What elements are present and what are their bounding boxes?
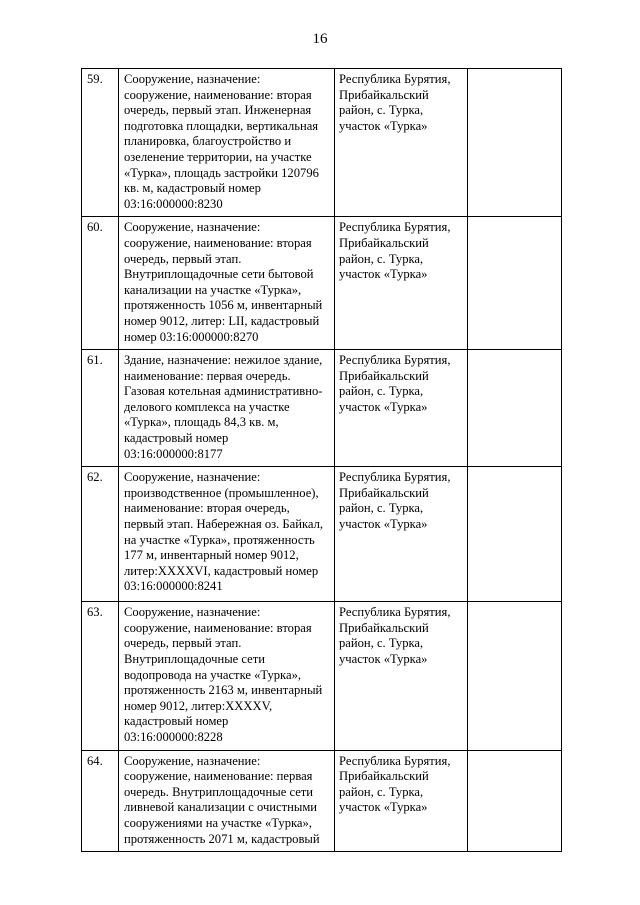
item-number: 59.	[82, 69, 119, 217]
table-row	[82, 750, 562, 852]
location-line: Республика Бурятия,	[339, 753, 451, 768]
location-line: район, с. Турка,	[339, 384, 424, 399]
location-line: Республика Бурятия,	[339, 72, 451, 86]
description-line: Сооружение, назначение:	[124, 605, 261, 620]
description-line: очередь. Внутриплощадочные сети	[124, 784, 314, 799]
location-line: район, с. Турка,	[339, 501, 424, 516]
location-line: участок «Турка»	[339, 517, 428, 532]
item-location	[335, 602, 468, 750]
location-line: участок «Турка»	[339, 652, 428, 667]
location-line: Прибайкальский	[339, 485, 429, 500]
location-line: Республика Бурятия,	[339, 220, 451, 235]
location-line: Республика Бурятия,	[339, 605, 451, 620]
description-line: очередь, первый этап. Инженерная	[124, 103, 312, 118]
description-line: протяженность 2071 м, кадастровый	[124, 831, 320, 846]
description-line: номер 9012, литер:XXXXV,	[124, 698, 273, 713]
description-line: номер 03:16:000000:8270	[124, 329, 259, 344]
description-line: Газовая котельная административно-	[124, 384, 323, 399]
location-line: участок «Турка»	[339, 118, 428, 133]
description-line: Внутриплощадочные сети бытовой	[124, 267, 314, 282]
description-line: первый этап. Набережная оз. Байкал,	[124, 517, 324, 532]
description-line: сооружение, наименование: вторая	[124, 235, 312, 250]
description-line: Сооружение, назначение:	[124, 72, 261, 86]
table-row	[82, 467, 562, 602]
description-line: очередь, первый этап.	[124, 251, 242, 266]
description-line: протяженность 1056 м, инвентарный	[124, 298, 323, 313]
description-line: сооружение, наименование: вторая	[124, 87, 312, 102]
description-line: «Турка», площадь застройки 120796	[124, 165, 319, 180]
item-extra-cell	[468, 217, 562, 350]
description-line: делового комплекса на участке	[124, 399, 290, 414]
item-extra-cell	[468, 69, 562, 217]
description-line: наименование: вторая очередь,	[124, 501, 290, 516]
item-extra-cell	[468, 750, 562, 852]
description-line: Сооружение, назначение:	[124, 220, 261, 235]
item-location	[335, 750, 468, 852]
item-description	[119, 750, 335, 852]
item-extra-cell	[468, 467, 562, 602]
description-line: ливневой канализации с очистными	[124, 800, 318, 815]
item-number: 63.	[82, 602, 119, 750]
item-number: 64.	[82, 750, 119, 852]
description-line: «Турка», площадь 84,3 кв. м,	[124, 415, 279, 430]
description-line: 03:16:000000:8230	[124, 196, 223, 211]
description-line: Сооружение, назначение:	[124, 753, 261, 768]
location-line: Прибайкальский	[339, 769, 429, 784]
description-line: протяженность 2163 м, инвентарный	[124, 683, 323, 698]
item-description	[119, 467, 335, 602]
description-line: наименование: первая очередь.	[124, 368, 291, 383]
description-line: сооружениями на участке «Турка»,	[124, 815, 312, 830]
item-location	[335, 217, 468, 350]
page-number: 16	[312, 31, 328, 47]
description-line: 177 м, инвентарный номер 9012,	[124, 548, 299, 563]
description-line: озеленение территории, на участке	[124, 149, 312, 164]
description-line: кв. м, кадастровый номер	[124, 181, 261, 196]
description-line: Внутриплощадочные сети	[124, 652, 265, 667]
description-line: сооружение, наименование: вторая	[124, 620, 312, 635]
location-line: район, с. Турка,	[339, 784, 424, 799]
description-line: кадастровый номер	[124, 431, 229, 446]
description-line: водопровода на участке «Турка»,	[124, 667, 302, 682]
location-line: район, с. Турка,	[339, 636, 424, 651]
description-line: Сооружение, назначение:	[124, 470, 261, 485]
location-line: участок «Турка»	[339, 800, 428, 815]
item-number: 60.	[82, 217, 119, 350]
description-line: очередь, первый этап.	[124, 636, 242, 651]
location-line: район, с. Турка,	[339, 251, 424, 266]
location-line: участок «Турка»	[339, 267, 428, 282]
item-location	[335, 350, 468, 467]
table-row	[82, 602, 562, 750]
location-line: Республика Бурятия,	[339, 353, 451, 368]
description-line: производственное (промышленное),	[124, 485, 319, 500]
description-line: 03:16:000000:8228	[124, 730, 223, 744]
item-description	[119, 350, 335, 467]
description-line: сооружение, наименование: первая	[124, 769, 313, 784]
location-line: Прибайкальский	[339, 87, 429, 102]
item-location	[335, 467, 468, 602]
location-line: Прибайкальский	[339, 620, 429, 635]
location-line: Республика Бурятия,	[339, 470, 451, 485]
item-extra-cell	[468, 350, 562, 467]
description-line: подготовка площадки, вертикальная	[124, 118, 319, 133]
property-registry-table	[81, 68, 562, 852]
description-line: 03:16:000000:8177	[124, 446, 223, 461]
table-row	[82, 69, 562, 217]
description-line: 03:16:000000:8241	[124, 579, 223, 594]
description-line: планировка, благоустройство и	[124, 134, 292, 149]
description-line: литер:XXXXVI, кадастровый номер	[124, 563, 319, 578]
location-line: район, с. Турка,	[339, 103, 424, 118]
description-line: кадастровый номер	[124, 714, 229, 729]
item-number: 61.	[82, 350, 119, 467]
item-description	[119, 217, 335, 350]
item-description	[119, 602, 335, 750]
description-line: Здание, назначение: нежилое здание,	[124, 353, 323, 368]
location-line: участок «Турка»	[339, 399, 428, 414]
description-line: на участке «Турка», протяженность	[124, 532, 315, 547]
item-description	[119, 69, 335, 217]
description-line: канализации на участке «Турка»,	[124, 282, 302, 297]
item-location	[335, 69, 468, 217]
location-line: Прибайкальский	[339, 368, 429, 383]
table-row	[82, 350, 562, 467]
table-row	[82, 217, 562, 350]
location-line: Прибайкальский	[339, 235, 429, 250]
item-extra-cell	[468, 602, 562, 750]
description-line: номер 9012, литер: LII, кадастровый	[124, 313, 320, 328]
item-number: 62.	[82, 467, 119, 602]
